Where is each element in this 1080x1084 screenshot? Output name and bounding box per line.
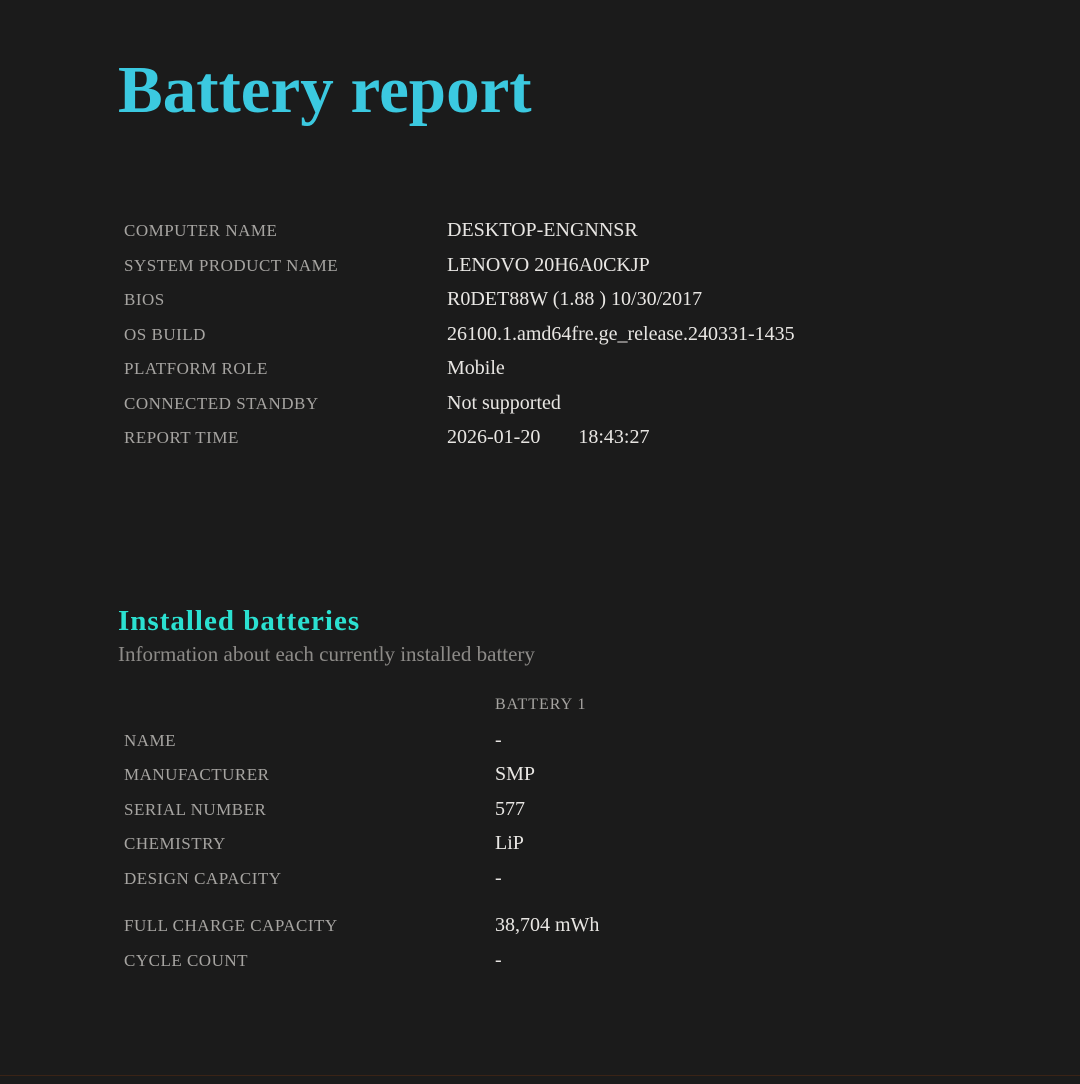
battery-info-value: - [495,948,502,971]
system-info-value: DESKTOP-ENGNNSR [447,219,638,242]
system-info-row [118,213,1040,248]
system-info-label: CONNECTED STANDBY [124,393,319,413]
battery-info-value: 577 [495,797,525,820]
system-info-row [118,248,1040,283]
system-info-label: SYSTEM PRODUCT NAME [124,255,339,275]
battery-info-label: CYCLE COUNT [124,950,249,970]
system-info-table [118,213,1040,455]
battery-info-row [118,757,1040,792]
system-info-row [118,351,1040,386]
system-info-value: Mobile [447,357,505,380]
system-info-value: LENOVO 20H6A0CKJP [447,253,650,276]
section-subtitle: Information about each currently installed battery [118,641,535,666]
next-section-top-edge [0,1075,1080,1084]
battery-info-label: MANUFACTURER [124,765,270,785]
system-info-label: PLATFORM ROLE [124,359,268,379]
system-info-row [118,317,1040,352]
battery-info-label: NAME [124,730,177,750]
battery-info-label: SERIAL NUMBER [124,799,267,819]
system-info-value: Not supported [447,391,561,414]
battery-info-row [118,908,1040,943]
system-info-value: R0DET88W (1.88 ) 10/30/2017 [447,288,703,311]
battery-info-value: LiP [495,832,524,855]
system-info-label: REPORT TIME [124,428,239,448]
installed-batteries-table [118,688,1040,977]
battery-table-body [118,723,1040,978]
battery-info-row [118,943,1040,978]
battery-info-row [118,723,1040,758]
system-info-row [118,420,1040,455]
battery-info-value: - [495,728,502,751]
page-title: Battery report [118,53,532,127]
battery-info-label: FULL CHARGE CAPACITY [124,916,338,936]
system-info-label: BIOS [124,290,165,310]
system-info-value: 2026-01-20 [447,426,541,449]
battery-info-row [118,861,1040,896]
system-info-value: 26100.1.amd64fre.ge_release.240331-1435 [447,322,795,345]
system-info-value-time: 18:43:27 [578,426,650,449]
battery-info-label: DESIGN CAPACITY [124,868,282,888]
battery-info-value: 38,704 mWh [495,914,600,937]
battery-info-value: - [495,866,502,889]
battery-info-row [118,792,1040,827]
battery-info-label: CHEMISTRY [124,834,226,854]
battery-table-header-row [118,688,1040,723]
system-info-label: OS BUILD [124,324,206,344]
battery-report-page [0,52,1080,977]
system-info-row [118,282,1040,317]
battery-info-value: SMP [495,763,536,786]
section-heading-installed-batteries: Installed batteries [118,604,361,637]
battery-info-row [118,826,1040,861]
system-info-row [118,386,1040,421]
system-info-label: COMPUTER NAME [124,221,278,241]
battery-column-header: BATTERY 1 [495,696,587,714]
